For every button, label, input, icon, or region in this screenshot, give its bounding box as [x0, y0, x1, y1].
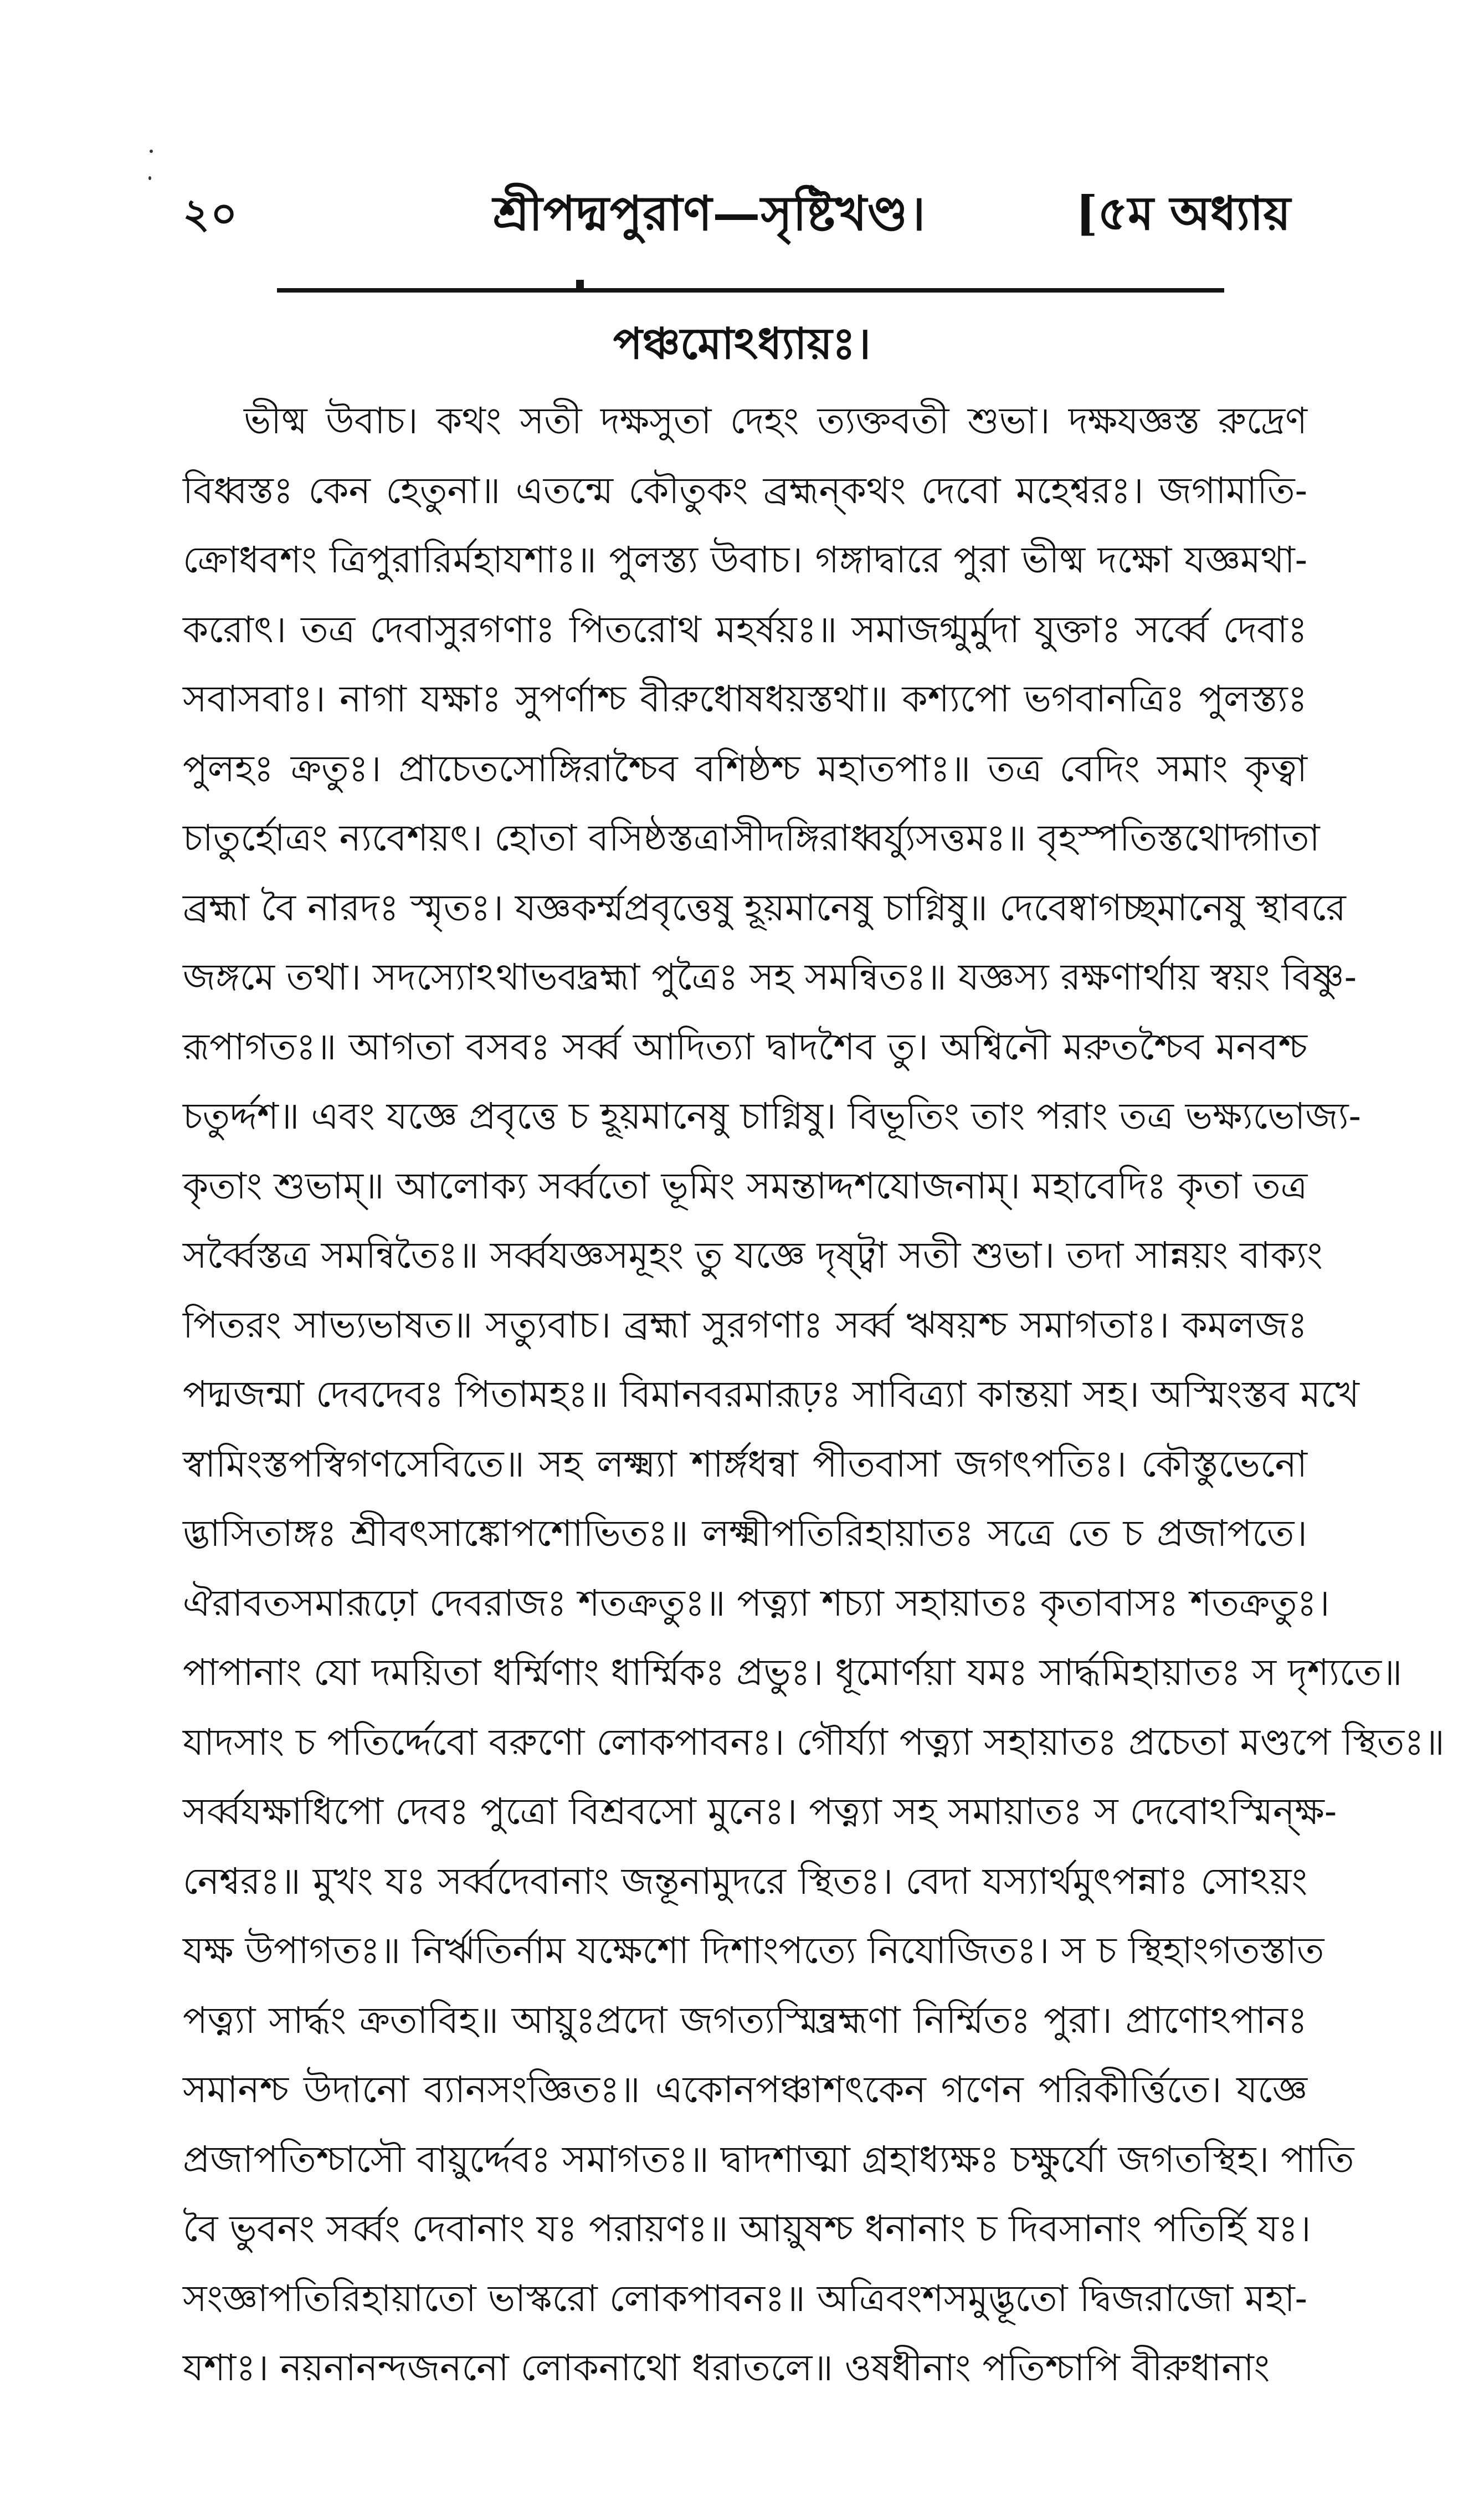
text-line: সংজ্ঞাপতিরিহায়াতো ভাস্করো লোকপাবনঃ॥ অত্রিবংশসমুদ্ভূতো দ্বিজরাজো মহা- [183, 2277, 1307, 2320]
text-line: ক্রোধবশং ত্রিপুরারির্মহাযশাঃ॥ পুলস্ত্য উবাচ। গঙ্গাদ্বারে পুরা ভীষ্ম দক্ষো যজ্ঞমথা- [183, 539, 1307, 581]
text-line: কৃতাং শুভাম্॥ আলোক্য সর্ব্বতো ভূমিং সমন্তাদ্দশযোজনাম্। মহাবেদিঃ কৃতা তত্র [183, 1164, 1308, 1207]
text-line: জঙ্গমে তথা। সদস্যোঽথাভবদ্ব্রহ্মা পুত্রৈঃ সহ সমন্বিতঃ॥ যজ্ঞস্য রক্ষণার্থায় স্বয়ং বিষ্ণু- [183, 956, 1357, 998]
running-title: শ্রীপদ্মপুরাণ—সৃষ্টিখণ্ড। [493, 186, 926, 242]
text-line: পদ্মজন্মা দেবদেবঃ পিতামহঃ॥ বিমানবরমারূঢ়ঃ সাবিত্র্যা কান্তয়া সহ। অস্মিংস্তব মখে [183, 1373, 1359, 1416]
text-line: সর্ব্বযক্ষাধিপো দেবঃ পুত্রো বিশ্রবসো মুনেঃ। পত্ন্যা সহ সমায়াতঃ স দেবোঽস্মিন্ক্ষ- [183, 1790, 1337, 1833]
body-text [183, 388, 1445, 2405]
text-line: পিতরং সাভ্যভাষত॥ সত্যুবাচ। ব্রহ্মা সুরগণাঃ সর্ব্ব ঋষয়শ্চ সমাগতাঃ। কমলজঃ [183, 1303, 1307, 1346]
text-line: নেশ্বরঃ॥ মুখং যঃ সর্ব্বদেবানাং জন্তূনামুদরে স্থিতঃ। বেদা যস্যার্থমুৎপন্নাঃ সোঽয়ং [183, 1859, 1307, 1903]
text-line: যশাঃ। নয়নানন্দজননো লোকনাথো ধরাতলে॥ ওষধীনাং পতিশ্চাপি বীরুধানাং [183, 2346, 1270, 2389]
text-line: রূপাগতঃ॥ আগতা বসবঃ সর্ব্ব আদিত্যা দ্বাদশৈব তু। অশ্বিনৌ মরুতশ্চৈব মনবশ্চ [183, 1025, 1307, 1068]
text-line: দ্ভাসিতাঙ্গঃ শ্রীবৎসাঙ্কোপশোভিতঃ॥ লক্ষ্মীপতিরিহায়াতঃ সত্রে তে চ প্রজাপতে। [183, 1512, 1307, 1555]
scan-speck [148, 176, 151, 180]
divider-mark [576, 280, 584, 289]
text-line: প্রজাপতিশ্চাসৌ বায়ুর্দ্দেবঃ সমাগতঃ॥ দ্বাদশাত্মা গ্রহাধ্যক্ষঃ চক্ষুর্যো জগতস্থিহ। পাতি [183, 2138, 1354, 2181]
text-line: পাপানাং যো দময়িতা ধর্ম্মিণাং ধার্ম্মিকঃ প্রভুঃ। ধূমোর্ণয়া যমঃ সার্দ্ধমিহায়াতঃ স দৃশ্যতে॥ [183, 1651, 1403, 1694]
page-header [183, 161, 1291, 249]
text-line: সবাসবাঃ। নাগা যক্ষাঃ সুপর্ণাশ্চ বীরুধোষধয়স্তথা॥ কশ্যপো ভগবানত্রিঃ পুলস্ত্যঃ [183, 678, 1307, 720]
text-line: ভীষ্ম উবাচ। কথং সতী দক্ষসুতা দেহং ত্যক্তবতী শুভা। দক্ষযজ্ঞস্ত রুদ্রেণ [244, 399, 1307, 442]
text-line: যাদসাং চ পতির্দ্দেবো বরুণো লোকপাবনঃ। গৌর্য্যা পত্ন্যা সহায়াতঃ প্রচেতা মণ্ডপে স্থিতঃ॥ [183, 1720, 1445, 1764]
text-line: ঐরাবতসমারূঢ়ো দেবরাজঃ শতক্রতুঃ॥ পত্ন্যা শচ্যা সহায়াতঃ কৃতাবাসঃ শতক্রতুঃ। [183, 1581, 1330, 1625]
page-number: ২০ [183, 190, 239, 238]
text-line: বিধ্বস্তঃ কেন হেতুনা॥ এতন্মে কৌতুকং ব্রহ্মন্কথং দেবো মহেশ্বরঃ। জগামাতি- [183, 469, 1307, 512]
scan-speck [150, 150, 153, 153]
text-line: চাতুর্হোত্রং ন্যবেশয়ৎ। হোতা বসিষ্ঠস্তত্রাসীদঙ্গিরাধ্বর্য্যুসত্তমঃ॥ বৃহস্পতিস্তথোদ্গাতা [183, 817, 1320, 859]
chapter-heading: পঞ্চমোঽধ্যায়ঃ। [613, 319, 871, 369]
text-line: পুলহঃ ক্রতুঃ। প্রাচেতসোঙ্গিরাশ্চৈব বশিষ্ঠশ্চ মহাতপাঃ॥ তত্র বেদিং সমাং কৃত্বা [183, 747, 1307, 790]
text-line: করোৎ। তত্র দেবাসুরগণাঃ পিতরোথ মহর্ষয়ঃ॥ সমাজগ্মুর্মুদা যুক্তাঃ সর্ব্বে দেবাঃ [183, 608, 1307, 651]
text-line: চতুর্দ্দশ॥ এবং যজ্ঞে প্রবৃত্তে চ হূয়মানেষু চাগ্নিষু। বিভূতিং তাং পরাং তত্র ভক্ষ্যভোজ্য- [183, 1095, 1361, 1137]
text-line: বৈ ভুবনং সর্ব্বং দেবানাং যঃ পরায়ণঃ॥ আয়ুষশ্চ ধনানাং চ দিবসানাং পতির্হি যঃ। [183, 2207, 1311, 2250]
text-line: সর্ব্বৈস্তত্র সমন্বিতৈঃ॥ সর্ব্বযজ্ঞসমূহং তু যজ্ঞে দৃষ্ট্বা সতী শুভা। তদা সান্নয়ং বাক্যং [183, 1234, 1323, 1277]
text-line: পত্ন্যা সার্দ্ধং ক্রতাবিহ॥ আয়ুঃপ্রদো জগত্যস্মিন্ব্রহ্মণা নির্ম্মিতঃ পুরা। প্রাণোঽপানঃ [183, 1999, 1307, 2042]
header-divider [277, 288, 1224, 293]
chapter-reference: [৫ম অধ্যায় [1075, 186, 1291, 240]
text-line: ব্রহ্মা বৈ নারদঃ স্মৃতঃ। যজ্ঞকর্ম্মপ্রবৃত্তেষু হূয়মানেষু চাগ্নিষু॥ দেবেষ্বাগচ্ছমানেষু স্থাবরে [183, 886, 1346, 929]
text-line: যক্ষ উপাগতঃ॥ নির্ঋতির্নাম যক্ষেশো দিশাংপত্যে নিযোজিতঃ। স চ স্থিহাংগতস্তাত [183, 1929, 1324, 1972]
text-line: সমানশ্চ উদানো ব্যানসংজ্ঞিতঃ॥ একোনপঞ্চাশৎকেন গণেন পরিকীর্ত্তিতে। যজ্ঞে [183, 2068, 1307, 2111]
text-line: স্বামিংস্তপস্বিগণসেবিতে॥ সহ লক্ষ্ম্যা শার্ঙ্গধন্বা পীতবাসা জগৎপতিঃ। কৌস্তুভেনো [183, 1442, 1307, 1485]
